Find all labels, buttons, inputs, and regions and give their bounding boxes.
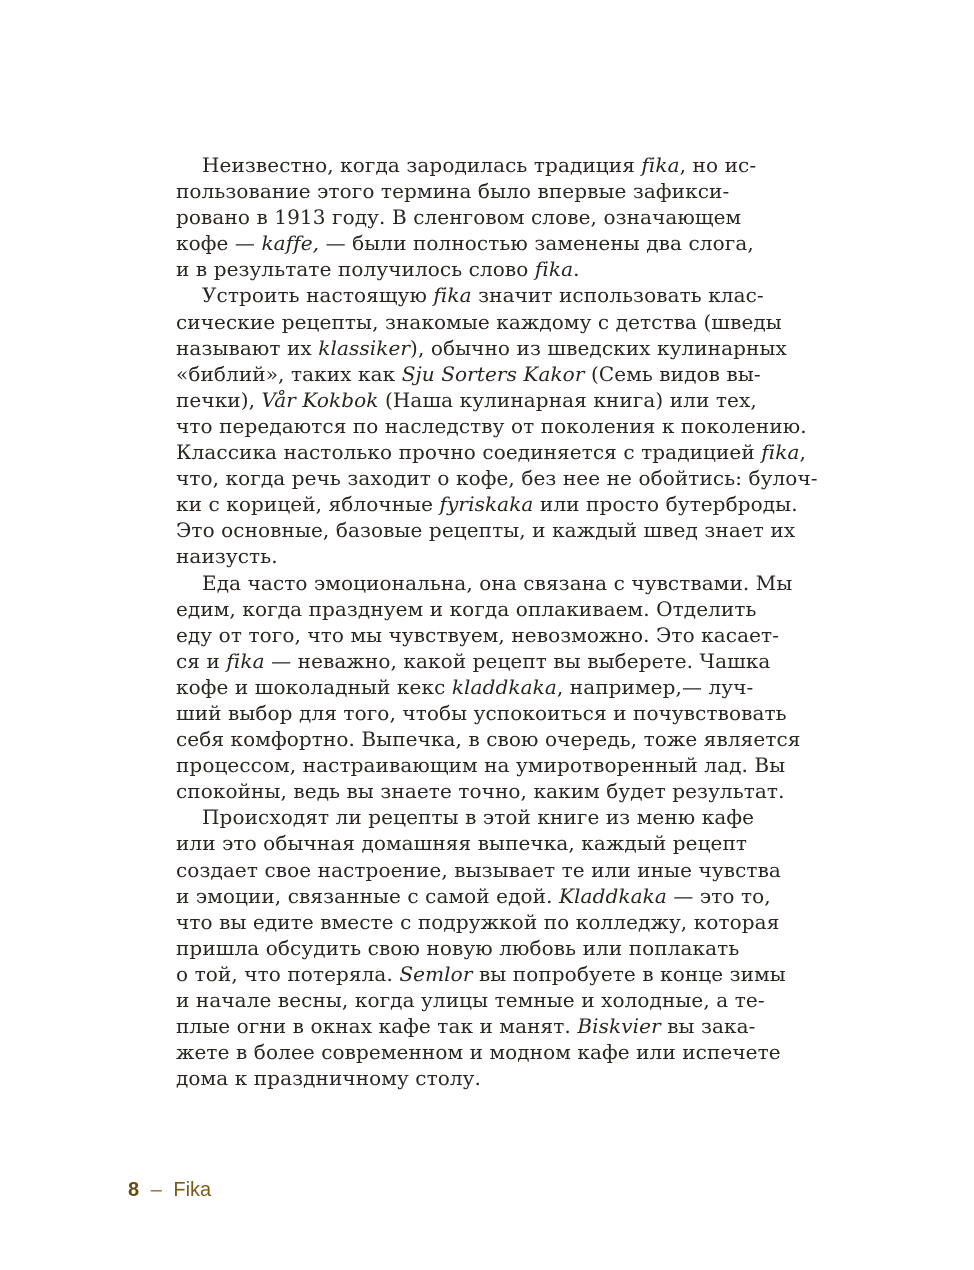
text-segment: что вы едите вместе с подружкой по колледжу, которая: [176, 909, 780, 934]
text-segment: и начале весны, когда улицы темные и холодные, а те-: [176, 988, 765, 1012]
text-line: [176, 335, 836, 361]
text-segment: ), обычно из шведских кулинарных: [410, 335, 787, 360]
text-segment: что, когда речь заходит о кофе, без нее не обойтись: булоч-: [176, 466, 818, 491]
text-line: [176, 778, 836, 804]
text-segment: ,: [799, 440, 806, 465]
text-segment: (Наша кулинарная книга) или тех,: [378, 387, 757, 412]
body-text: [176, 152, 836, 1091]
italic-term: Vår Kokbok: [261, 387, 379, 412]
text-segment: — были полностью заменены два слога,: [319, 231, 754, 256]
text-line: [176, 152, 836, 178]
text-line: [176, 230, 836, 256]
text-segment: процессом, настраивающим на умиротворенный лад. Вы: [176, 753, 786, 778]
text-segment: Устроить настоящую: [202, 283, 434, 308]
text-line: [176, 987, 836, 1013]
running-title: Fika: [173, 1179, 212, 1201]
text-segment: «библий», таких как: [176, 361, 402, 386]
italic-term: fika: [761, 440, 800, 465]
italic-term: fika: [534, 257, 574, 282]
paragraph: [176, 804, 836, 1091]
text-segment: вы попробуете в конце зимы: [472, 961, 786, 986]
italic-term: Biskvier: [577, 1014, 661, 1039]
paragraph: [176, 152, 836, 282]
text-line: [176, 1065, 836, 1091]
text-segment: .: [573, 257, 580, 282]
italic-term: fika: [433, 283, 472, 308]
text-line: [176, 830, 836, 856]
paragraph: [176, 282, 836, 569]
text-line: [176, 282, 836, 308]
text-line: [176, 700, 836, 726]
text-segment: и в результате получилось слово: [176, 257, 535, 282]
text-line: [176, 413, 836, 439]
text-line: [176, 465, 836, 491]
text-segment: дома к праздничному столу.: [176, 1066, 482, 1091]
italic-term: Semlor: [399, 961, 473, 986]
text-line: [176, 1039, 836, 1065]
italic-term: Sju Sorters Kakor: [401, 361, 585, 386]
text-segment: — это то,: [666, 883, 771, 908]
page-number: 8: [128, 1179, 140, 1201]
italic-term: fyriskaka: [439, 492, 534, 517]
page-footer: [128, 1178, 211, 1202]
text-segment: Это основные, базовые рецепты, и каждый швед знает их: [176, 518, 796, 543]
text-segment: Еда часто эмоциональна, она связана с чувствами. Мы: [202, 570, 793, 595]
text-segment: или это обычная домашняя выпечка, каждый рецепт: [176, 831, 748, 856]
text-line: [176, 857, 836, 883]
text-segment: еду от того, что мы чувствуем, невозможно. Это касает-: [176, 622, 780, 647]
italic-term: Kladdkaka: [559, 883, 667, 908]
text-line: [176, 517, 836, 543]
text-segment: ки с корицей, яблочные: [176, 492, 440, 517]
text-segment: Неизвестно, когда зародилась традиция: [202, 153, 642, 177]
text-segment: о той, что потеряла.: [176, 961, 400, 986]
text-line: [176, 543, 836, 569]
text-line: [176, 674, 836, 700]
italic-term: fika: [641, 153, 680, 177]
text-line: [176, 935, 836, 961]
footer-separator: –: [150, 1179, 162, 1201]
text-segment: и эмоции, связанные с самой едой.: [176, 883, 560, 908]
text-line: [176, 1013, 836, 1039]
text-segment: сические рецепты, знакомые каждому с детства (шведы: [176, 309, 782, 334]
text-segment: вы зака-: [660, 1014, 756, 1039]
italic-term: fika: [226, 648, 265, 673]
text-segment: , например,— луч-: [556, 674, 754, 699]
text-line: [176, 256, 836, 282]
text-line: [176, 909, 836, 935]
text-line: [176, 622, 836, 648]
text-line: [176, 596, 836, 622]
text-segment: спокойны, ведь вы знаете точно, каким будет результат.: [176, 779, 785, 804]
text-line: [176, 570, 836, 596]
text-segment: (Семь видов вы-: [584, 361, 761, 386]
text-segment: значит использовать клас-: [471, 283, 764, 308]
text-line: [176, 309, 836, 335]
text-segment: кофе и шоколадный кекс: [176, 674, 452, 699]
text-line: [176, 961, 836, 987]
text-line: [176, 752, 836, 778]
text-segment: кофе —: [176, 231, 262, 256]
text-segment: пришла обсудить свою новую любовь или поплакать: [176, 935, 740, 960]
text-line: [176, 804, 836, 830]
text-segment: ся и: [176, 648, 227, 673]
italic-term: klassiker: [318, 335, 411, 360]
italic-term: kladdkaka: [451, 674, 557, 699]
text-line: [176, 726, 836, 752]
text-segment: пользование этого термина было впервые зафикси-: [176, 179, 730, 204]
text-segment: — неважно, какой рецепт вы выберете. Чашка: [264, 648, 771, 673]
text-line: [176, 387, 836, 413]
text-segment: что передаются по наследству от поколения к поколению.: [176, 413, 807, 438]
text-segment: себя комфортно. Выпечка, в свою очередь, тоже является: [176, 727, 801, 752]
text-line: [176, 439, 836, 465]
text-segment: плые огни в окнах кафе так и манят.: [176, 1014, 578, 1039]
text-line: [176, 178, 836, 204]
text-segment: или просто бутерброды.: [533, 492, 798, 517]
text-segment: едим, когда празднуем и когда оплакиваем. Отделить: [176, 596, 757, 621]
text-segment: наизусть.: [176, 544, 278, 569]
text-segment: ровано в 1913 году. В сленговом слове, означающем: [176, 205, 742, 230]
text-line: [176, 648, 836, 674]
text-segment: печки),: [176, 387, 262, 412]
text-segment: ший выбор для того, чтобы успокоиться и почувствовать: [176, 700, 787, 725]
paragraph: [176, 570, 836, 805]
text-segment: Происходят ли рецепты в этой книге из меню кафе: [202, 805, 755, 830]
text-segment: жете в более современном и модном кафе или испечете: [176, 1040, 781, 1065]
text-line: [176, 361, 836, 387]
text-segment: Классика настолько прочно соединяется с традицией: [176, 440, 762, 465]
text-line: [176, 491, 836, 517]
italic-term: kaffe,: [261, 231, 320, 256]
text-segment: называют их: [176, 335, 319, 360]
text-segment: , но ис-: [679, 153, 757, 177]
text-line: [176, 204, 836, 230]
text-line: [176, 883, 836, 909]
text-segment: создает свое настроение, вызывает те или иные чувства: [176, 857, 781, 882]
